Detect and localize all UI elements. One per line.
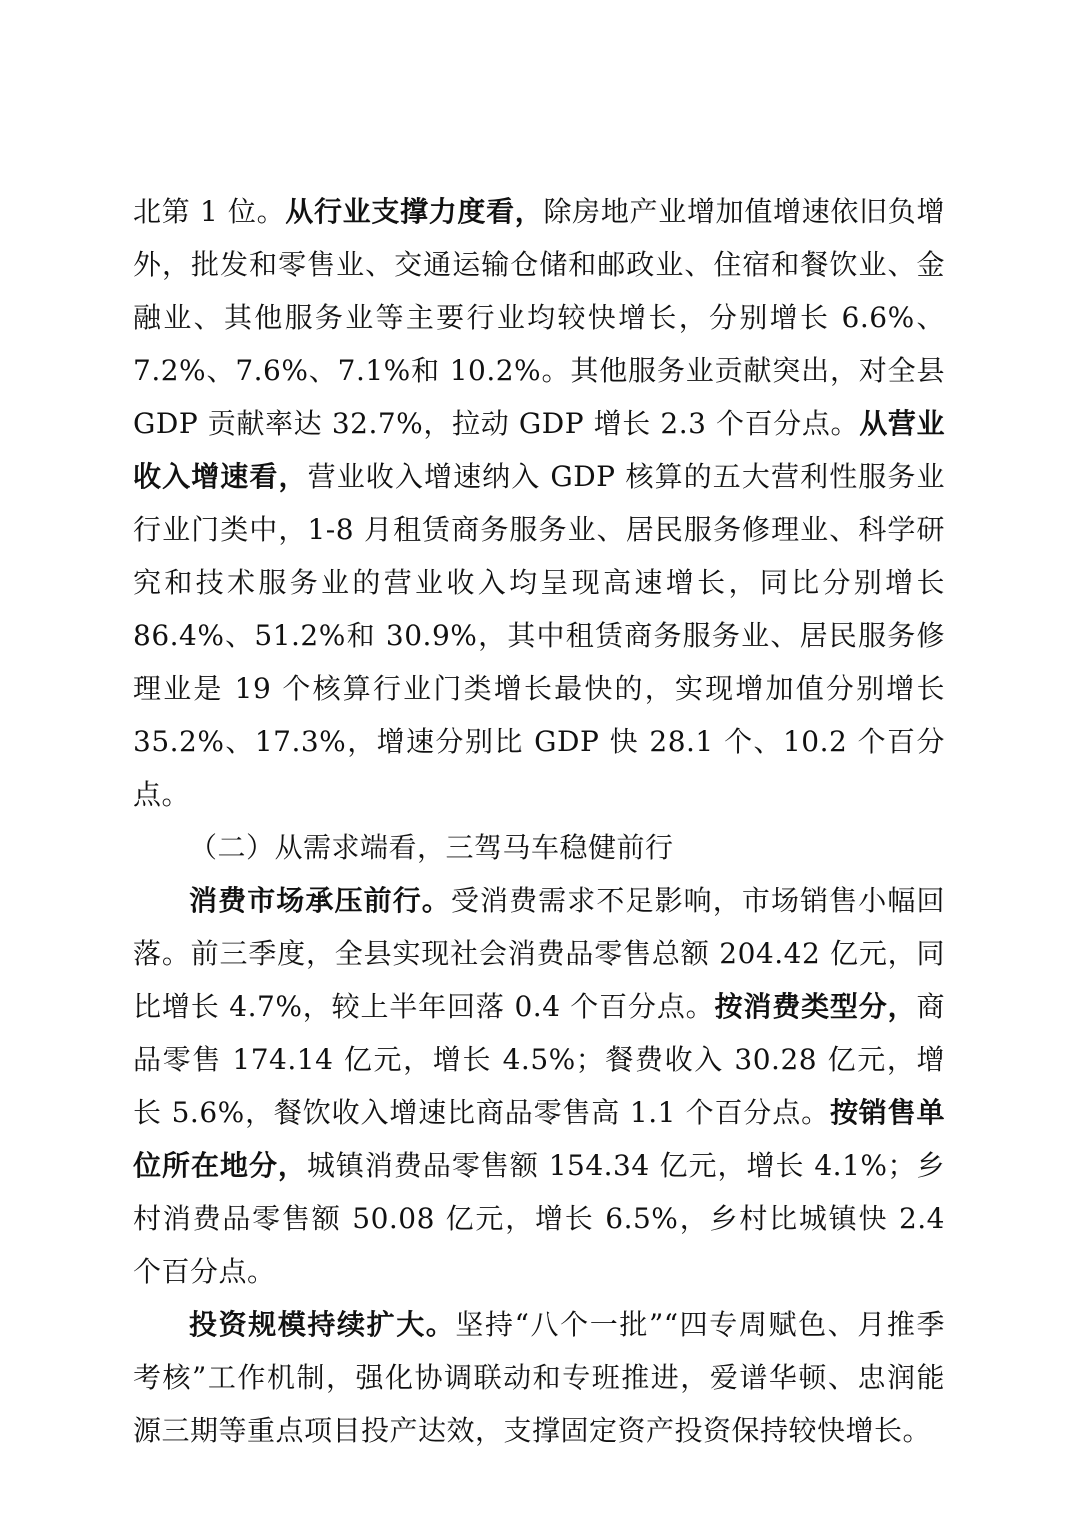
bold-lead-industry-support: 从行业支撑力度看，	[285, 195, 544, 228]
paragraph-consumption	[133, 874, 945, 1298]
text-segment: 坚持“八个一批”“四专周赋色、月推季考核”工作机制，强化协调联动和专班推进，爱谱华顿、忠润能源三期等重点项目投产达效，支撑固定资产投资保持较快增长。	[133, 1308, 945, 1447]
bold-lead-consumption: 消费市场承压前行。	[189, 884, 451, 917]
bold-lead-consumption-type: 按消费类型分，	[714, 990, 917, 1023]
document-body	[133, 185, 945, 1457]
bold-lead-investment: 投资规模持续扩大。	[189, 1308, 456, 1341]
bold-lead-revenue-growth: 从营业收入增速看，	[133, 407, 945, 493]
text-segment: 城镇消费品零售额 154.34 亿元，增长 4.1%；乡村消费品零售额 50.08 亿元，增长 6.5%，乡村比城镇快 2.4 个百分点。	[133, 1149, 945, 1288]
bold-lead-sales-location: 按销售单位所在地分，	[133, 1096, 945, 1182]
section-heading-demand	[133, 821, 945, 874]
text-segment: 商品零售 174.14 亿元，增长 4.5%；餐费收入 30.28 亿元，增长 5.6%，餐饮收入增速比商品零售高 1.1 个百分点。	[133, 990, 945, 1129]
text-segment: 除房地产业增加值增速依旧负增外，批发和零售业、交通运输仓储和邮政业、住宿和餐饮业、金融业、其他服务业等主要行业均较快增长，分别增长 6.6%、7.2%、7.6%、7.1%和 10.2%。其他服务业贡献突出，对全县 GDP 贡献率达 32.7%，拉动 GDP 增长 2.3 个百分点。	[133, 195, 945, 440]
paragraph-service-industry	[133, 185, 945, 821]
paragraph-investment	[133, 1298, 945, 1457]
text-segment: 北第 1 位。	[133, 195, 286, 228]
text-segment: 受消费需求不足影响，市场销售小幅回落。前三季度，全县实现社会消费品零售总额 204.42 亿元，同比增长 4.7%，较上半年回落 0.4 个百分点。	[133, 884, 945, 1023]
section-heading-text: （二）从需求端看，三驾马车稳健前行	[189, 831, 674, 864]
text-segment: 营业收入增速纳入 GDP 核算的五大营利性服务业行业门类中，1-8 月租赁商务服务业、居民服务修理业、科学研究和技术服务业的营业收入均呈现高速增长，同比分别增长 86.4%、51.2%和 30.9%，其中租赁商务服务业、居民服务修理业是 19 个核算行业门类增长最快的，实现增加值分别增长 35.2%、17.3%，增速分别比 GDP 快 28.1 个、10.2 个百分点。	[133, 460, 945, 811]
